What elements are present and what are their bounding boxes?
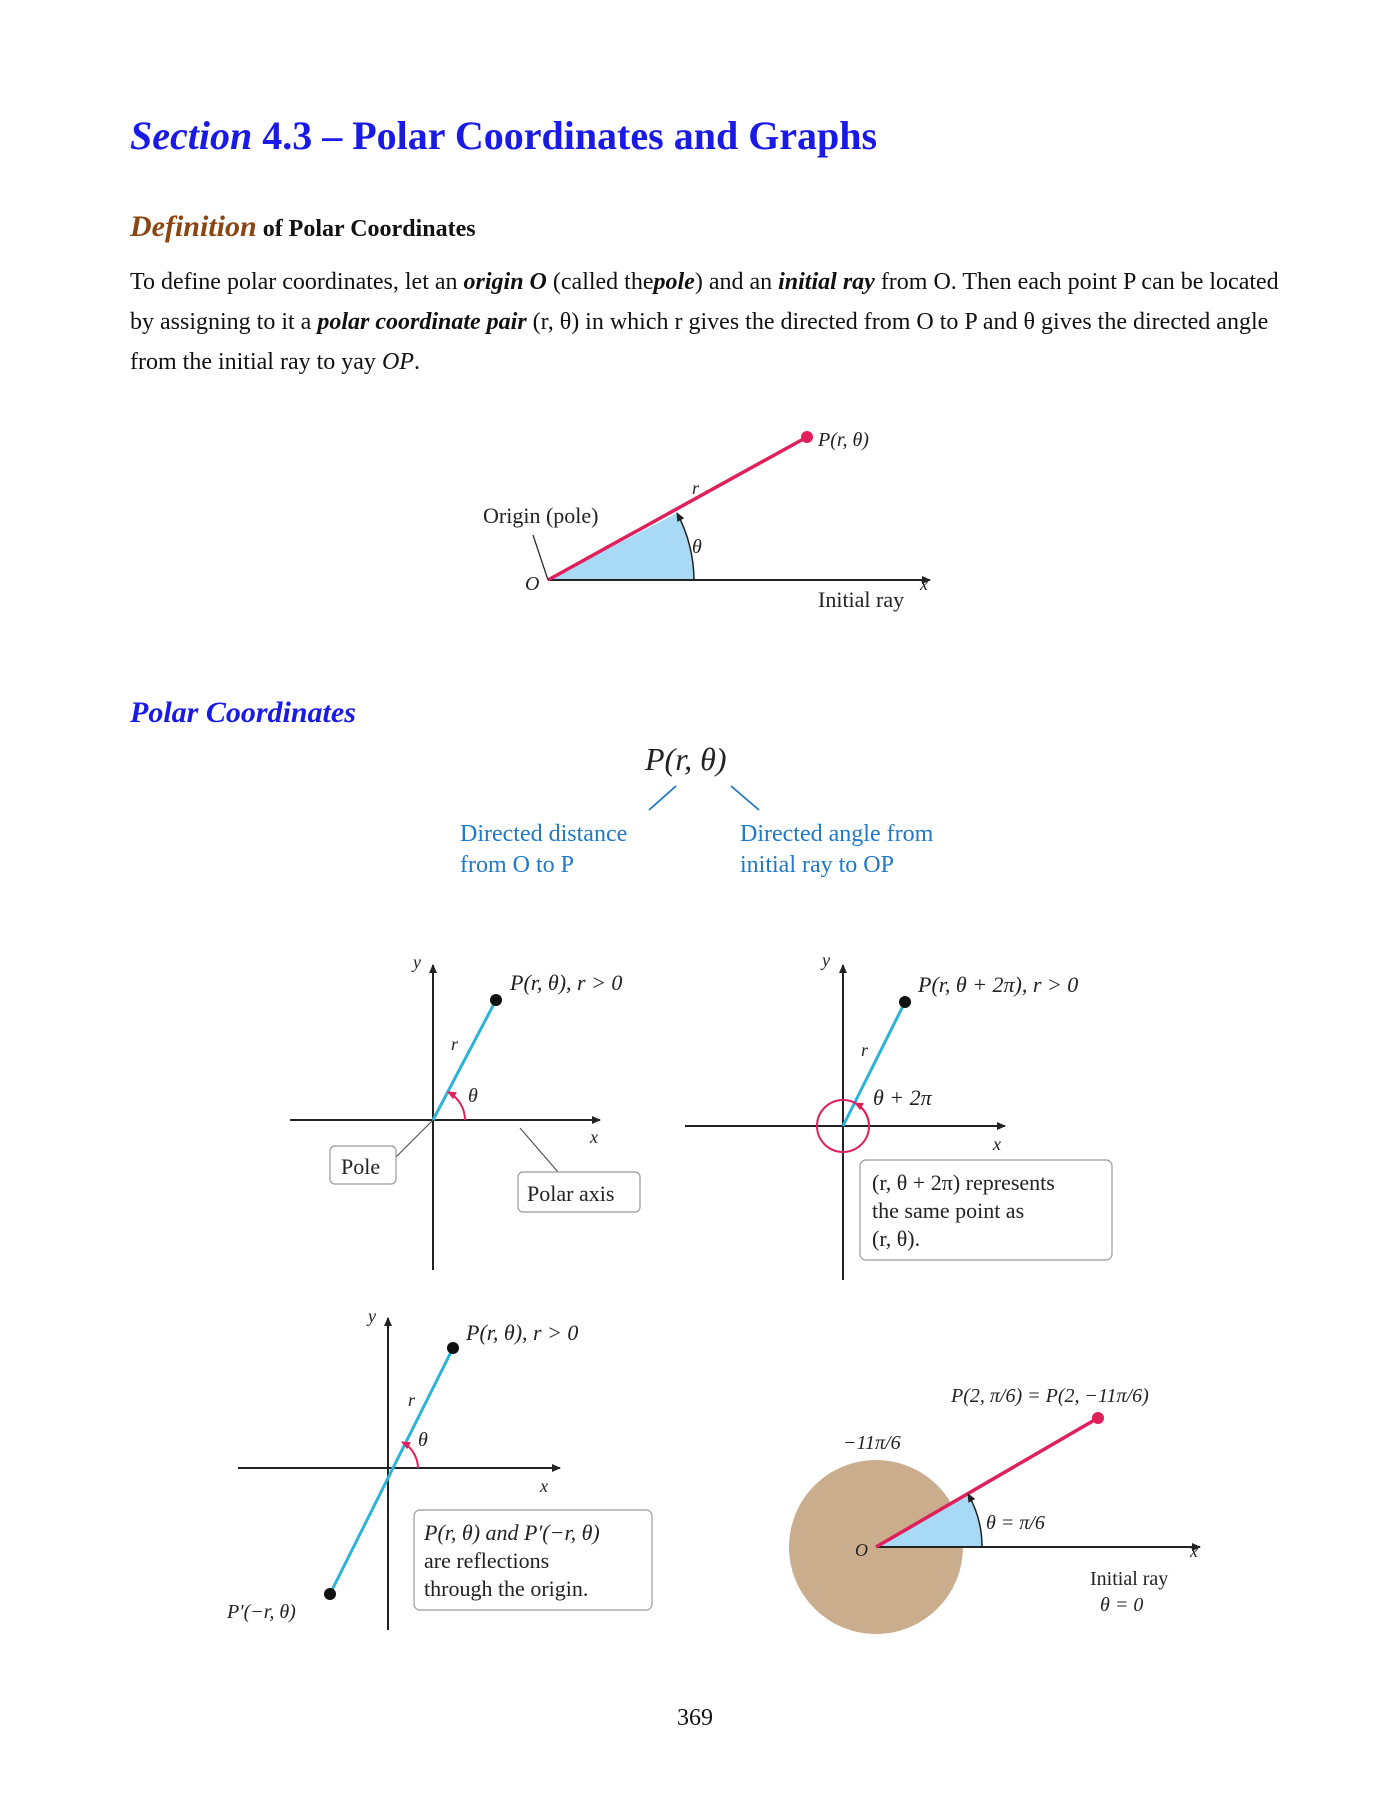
def-text-2: (called the [552,269,654,295]
figure-coterminal [685,950,1112,1280]
point-p [447,1342,459,1354]
def-text-5: (r, θ) in which r gives the directed from O to P and θ gives the directed angle from the initial ray to yay [130,309,1269,375]
y-label: y [822,950,830,970]
point-p [801,431,813,443]
note-line3: through the origin. [424,1576,589,1601]
definition-word: Definition [130,210,257,243]
r-label: r [408,1390,416,1410]
def-initial-ray-term: initial ray [778,269,875,295]
axis-leader [520,1128,558,1172]
negative-angle-label: −11π/6 [843,1432,901,1454]
o-label: O [525,573,540,595]
theta-label: θ [468,1085,478,1107]
point-p-label: P(r, θ) [818,429,869,451]
x-label: x [590,1127,598,1147]
initial-ray-label: Initial ray [818,587,905,612]
def-text-4: from O. Then each point P can be located by assigning to it a [130,269,1279,335]
theta-equals-label: θ = π/6 [986,1512,1045,1534]
def-text-1: To define polar coordinates, let an [130,269,458,295]
r-label: r [861,1040,869,1060]
pair-label: P(r, θ) [645,741,727,777]
def-pair-term: polar coordinate pair [317,309,527,335]
figure-polar-definition [483,429,930,612]
point-p [899,996,911,1008]
def-op-term: OP [381,349,414,375]
left-pointer [649,786,676,810]
x-label: x [540,1476,548,1496]
note-line2: the same point as [872,1198,1025,1223]
x-label: x [920,574,928,594]
polar-axis-label: Polar axis [527,1181,615,1206]
def-text-6: . [413,349,420,375]
section-title-text: 4.3 – Polar Coordinates and Graphs [262,113,878,158]
figure-reflection [226,1306,652,1630]
polar-coordinates-heading: Polar Coordinates [130,696,356,729]
def-origin-term: origin O [463,269,547,295]
angle-label: θ + 2π [873,1085,932,1110]
theta-zero-label: θ = 0 [1100,1594,1144,1616]
left-desc-line1: Directed distance [460,821,628,847]
theta-label: θ [418,1429,428,1451]
theta-arc [448,1092,465,1120]
theta-label: θ [692,536,702,558]
angle-arc [855,1103,869,1126]
left-desc-line2: from O to P [460,852,574,878]
radius-line [433,1000,496,1120]
y-label: y [368,1306,376,1326]
right-pointer [731,786,759,810]
page-number: 369 [677,1705,713,1731]
def-pole-term: pole [653,269,695,295]
pole-leader [393,1120,433,1160]
note-line3: (r, θ). [872,1226,921,1251]
right-desc-line1: Directed angle from [740,821,934,847]
equality-label: P(2, π/6) = P(2, −11π/6) [951,1385,1149,1407]
def-text-3: ) and an [694,269,773,295]
origin-label: Origin (pole) [483,503,599,528]
x-label: x [1190,1541,1198,1561]
x-label: x [993,1134,1001,1154]
point-p-label: P(r, θ), r > 0 [510,970,623,995]
r-label: r [692,478,700,498]
o-label: O [855,1540,868,1560]
point-p-prime [324,1588,336,1600]
point-p [490,994,502,1006]
figure-polar-pair [460,741,934,878]
section-word: Section [130,113,253,158]
point-p [1092,1412,1104,1424]
note-line2: are reflections [424,1548,550,1573]
reflect-label: P′(−r, θ) [227,1601,296,1623]
note-line1: (r, θ + 2π) represents [872,1170,1055,1195]
r-label: r [451,1034,459,1054]
initial-ray-label: Initial ray [1090,1568,1169,1590]
note-line1: P(r, θ) and P′(−r, θ) [424,1520,600,1545]
pole-label: Pole [341,1154,381,1179]
definition-heading-rest: of Polar Coordinates [262,216,476,242]
point-p-label: P(r, θ), r > 0 [466,1320,579,1345]
figure-negative-angle [789,1385,1200,1634]
y-label: y [413,952,421,972]
point-p-label: P(r, θ + 2π), r > 0 [918,972,1079,997]
right-desc-line2: initial ray to OP [740,852,894,878]
figure-pole-axis [290,952,640,1270]
